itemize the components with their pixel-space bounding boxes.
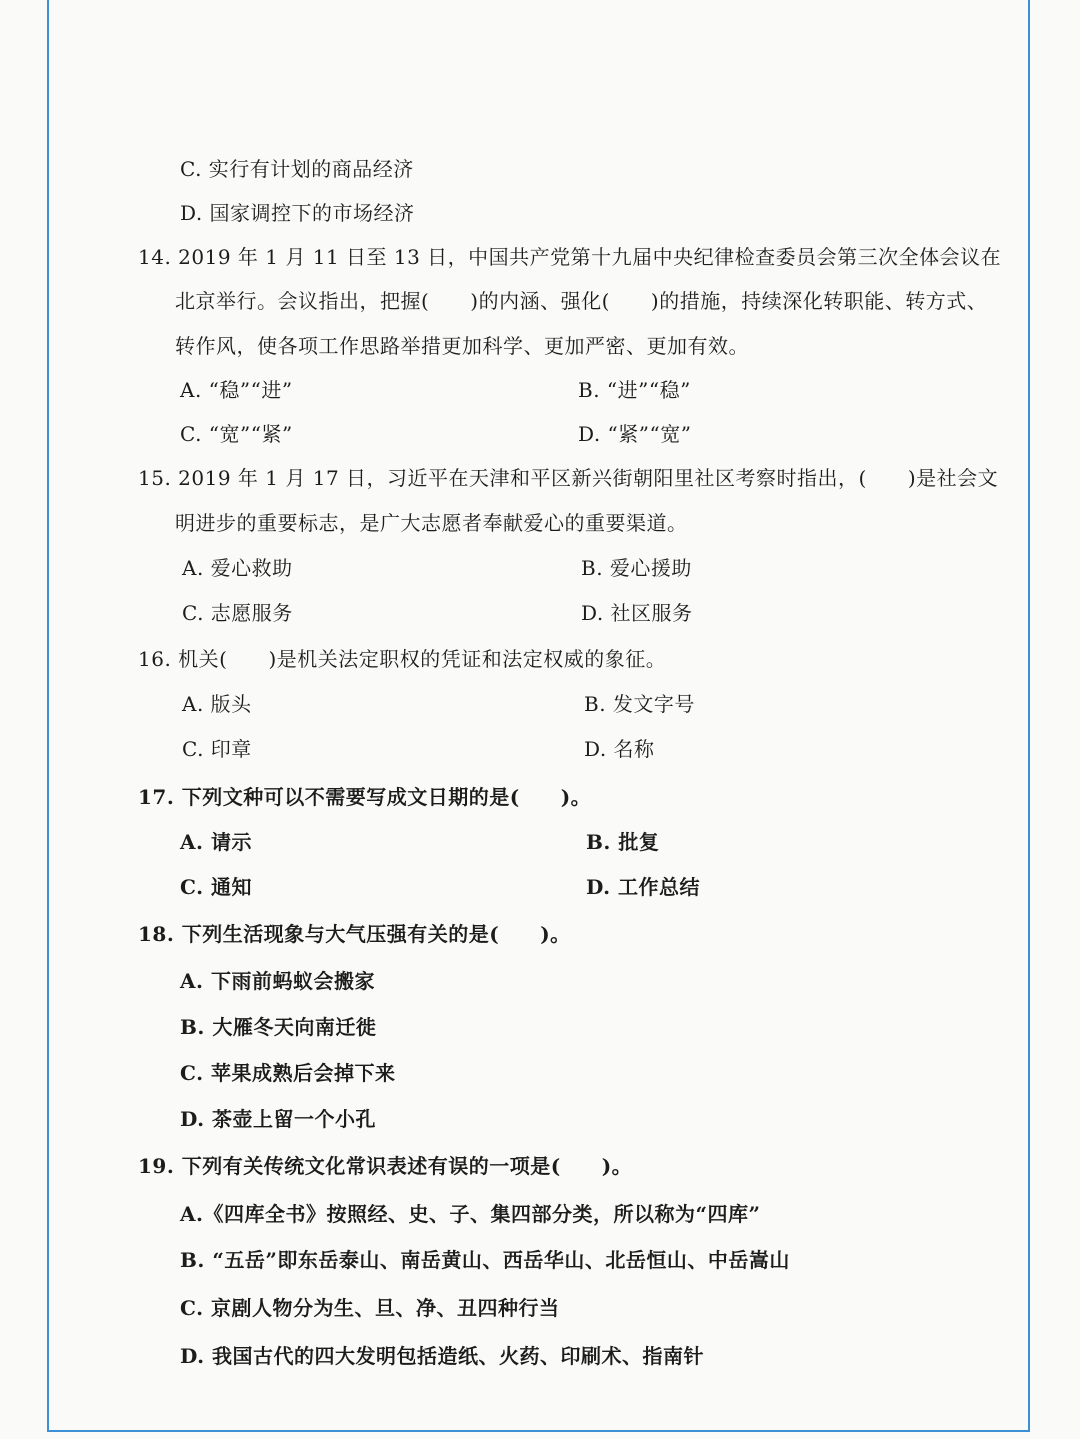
q18-option-c: C. 苹果成熟后会掉下来 xyxy=(180,1061,396,1085)
q16-option-a: A. 版头 xyxy=(182,692,252,716)
q18-option-a: A. 下雨前蚂蚁会搬家 xyxy=(180,969,375,993)
q15-stem-line-2: 明进步的重要标志，是广大志愿者奉献爱心的重要渠道。 xyxy=(175,511,688,535)
q13-option-d: D. 国家调控下的市场经济 xyxy=(180,201,415,225)
q13-option-c: C. 实行有计划的商品经济 xyxy=(180,157,414,181)
q18-option-d: D. 茶壶上留一个小孔 xyxy=(180,1107,377,1131)
q15-option-c: C. 志愿服务 xyxy=(182,601,293,625)
q17-option-a: A. 请示 xyxy=(180,830,252,854)
q15-option-b: B. 爱心援助 xyxy=(581,556,692,580)
q14-stem-line-2: 北京举行。会议指出，把握( )的内涵、强化( )的措施，持续深化转职能、转方式、 xyxy=(175,289,988,313)
q14-option-a: A. “稳”“进” xyxy=(180,378,293,402)
q19-option-d: D. 我国古代的四大发明包括造纸、火药、印刷术、指南针 xyxy=(180,1344,705,1368)
q14-stem-line-1: 14. 2019 年 1 月 11 日至 13 日，中国共产党第十九届中央纪律检查委员会第三次全体会议在 xyxy=(138,245,1002,269)
q19-option-b: B. “五岳”即东岳泰山、南岳黄山、西岳华山、北岳恒山、中岳嵩山 xyxy=(180,1248,790,1272)
q19-stem: 19. 下列有关传统文化常识表述有误的一项是( )。 xyxy=(138,1154,633,1178)
q17-stem: 17. 下列文种可以不需要写成文日期的是( )。 xyxy=(138,785,592,809)
q14-option-d: D. “紧”“宽” xyxy=(578,422,692,446)
q18-option-b: B. 大雁冬天向南迁徙 xyxy=(180,1015,377,1039)
q16-option-d: D. 名称 xyxy=(584,737,655,761)
q15-option-a: A. 爱心救助 xyxy=(182,556,293,580)
q14-option-c: C. “宽”“紧” xyxy=(180,422,293,446)
q16-option-c: C. 印章 xyxy=(182,737,252,761)
q14-stem-line-3: 转作风，使各项工作思路举措更加科学、更加严密、更加有效。 xyxy=(175,334,749,358)
q19-option-c: C. 京剧人物分为生、旦、净、丑四种行当 xyxy=(180,1296,560,1320)
q17-option-b: B. 批复 xyxy=(586,830,660,854)
q18-stem: 18. 下列生活现象与大气压强有关的是( )。 xyxy=(138,922,571,946)
q16-option-b: B. 发文字号 xyxy=(584,692,695,716)
q19-option-a: A.《四库全书》按照经、史、子、集四部分类，所以称为“四库” xyxy=(180,1202,761,1226)
q16-stem: 16. 机关( )是机关法定职权的凭证和法定权威的象征。 xyxy=(138,647,667,671)
q17-option-c: C. 通知 xyxy=(180,875,252,899)
q14-option-b: B. “进”“稳” xyxy=(578,378,691,402)
q15-stem-line-1: 15. 2019 年 1 月 17 日，习近平在天津和平区新兴街朝阳里社区考察时指出，( )是社会文 xyxy=(138,466,999,490)
q17-option-d: D. 工作总结 xyxy=(586,875,701,899)
q15-option-d: D. 社区服务 xyxy=(581,601,693,625)
